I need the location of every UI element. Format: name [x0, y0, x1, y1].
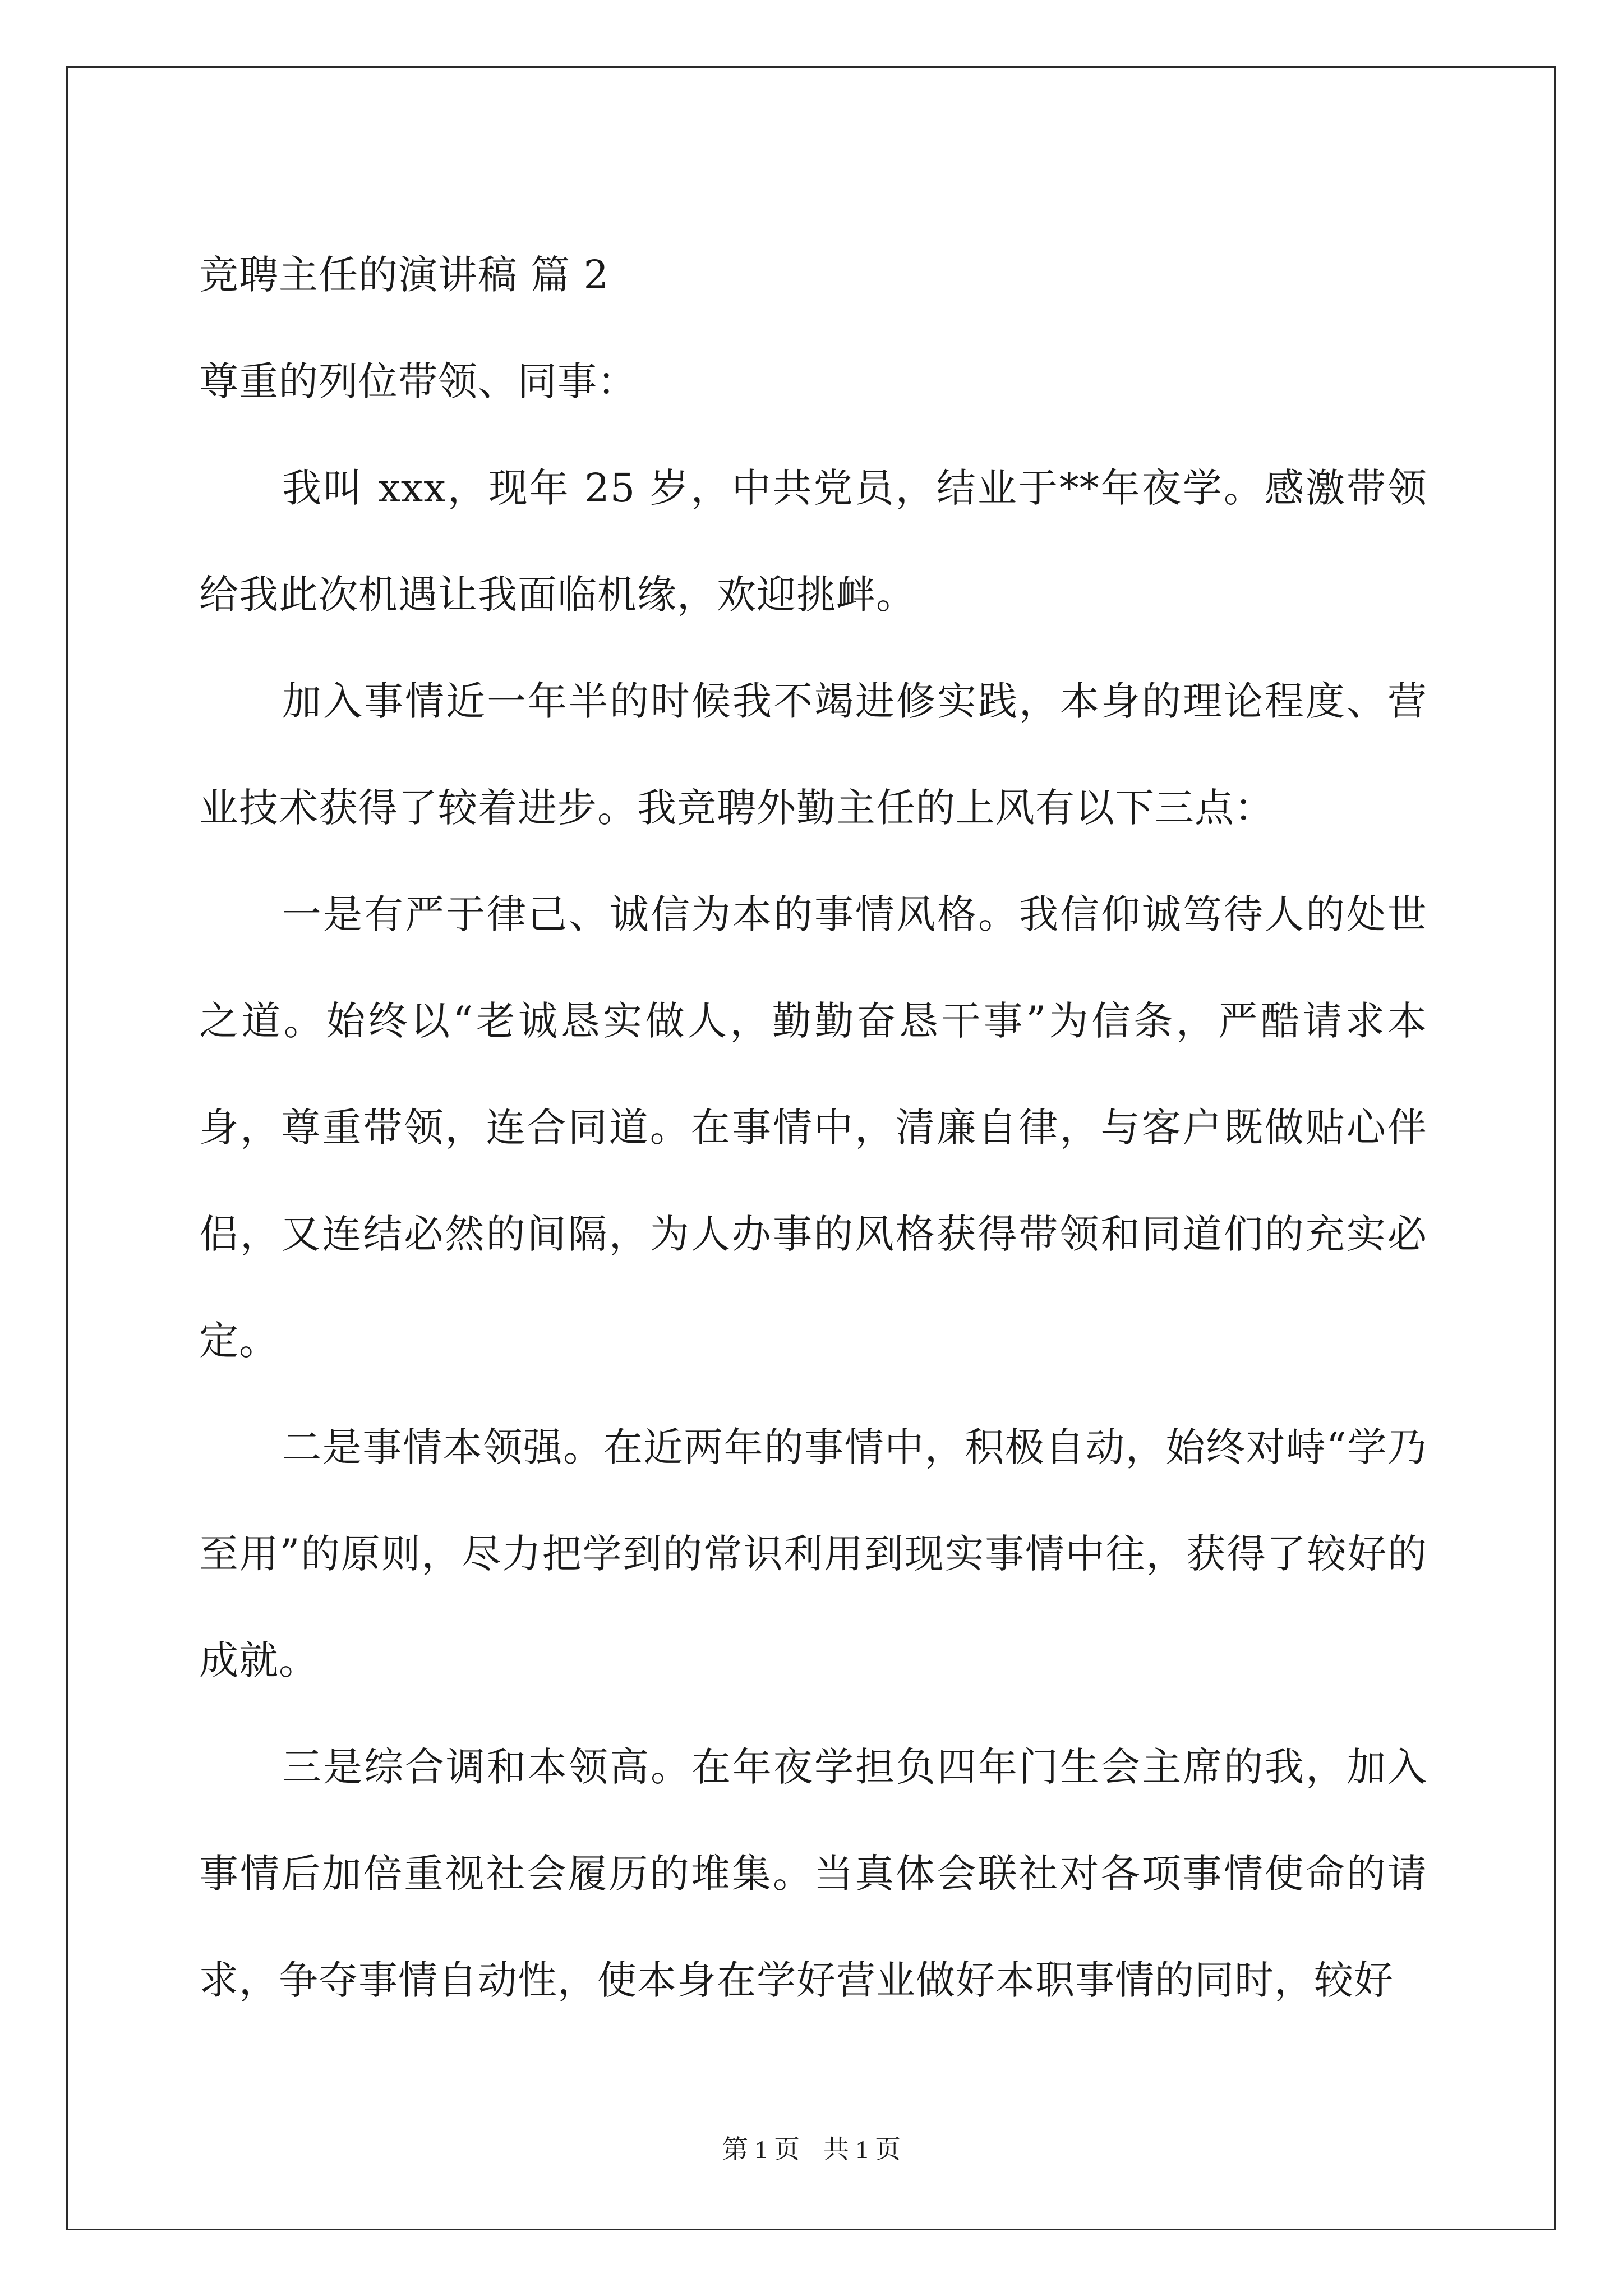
paragraph-point-three: 三是综合调和本领高。在年夜学担负四年门生会主席的我，加入事情后加倍重视社会履历的堆集。当真体会联社对各项事情使命的请求，争夺事情自动性，使本身在学好营业做好本职事情的同时，较好 — [199, 1744, 1427, 2003]
total-pages: 共 1 页 — [823, 2135, 901, 2164]
paragraph-intro: 我叫 xxx，现年 25 岁，中共党员，结业于**年夜学。感激带领给我此次机遇让我面临机缘，欢迎挑衅。 — [199, 465, 1427, 618]
page-footer — [0, 2129, 1623, 2166]
paragraph-point-two: 二是事情本领强。在近两年的事情中，积极自动，始终对峙“学乃至用”的原则，尽力把学到的常识利用到现实事情中往，获得了较好的成就。 — [199, 1424, 1427, 1683]
document-body — [199, 222, 1427, 2033]
salutation: 尊重的列位带领、同事： — [199, 358, 637, 404]
page-number: 第 1 页 — [722, 2135, 800, 2164]
paragraph-overview: 加入事情近一年半的时候我不竭进修实践，本身的理论程度、营业技术获得了较着进步。我竞聘外勤主任的上风有以下三点： — [199, 678, 1427, 831]
paragraph-point-one: 一是有严于律己、诚信为本的事情风格。我信仰诚笃待人的处世之道。始终以“老诚恳实做人，勤勤奋恳干事”为信条，严酷请求本身，尊重带领，连合同道。在事情中，清廉自律，与客户既做贴心伴侣，又连结必然的间隔，为人办事的风格获得带领和同道们的充实必定。 — [199, 891, 1427, 1364]
document-title: 竞聘主任的演讲稿 篇 2 — [199, 252, 610, 298]
